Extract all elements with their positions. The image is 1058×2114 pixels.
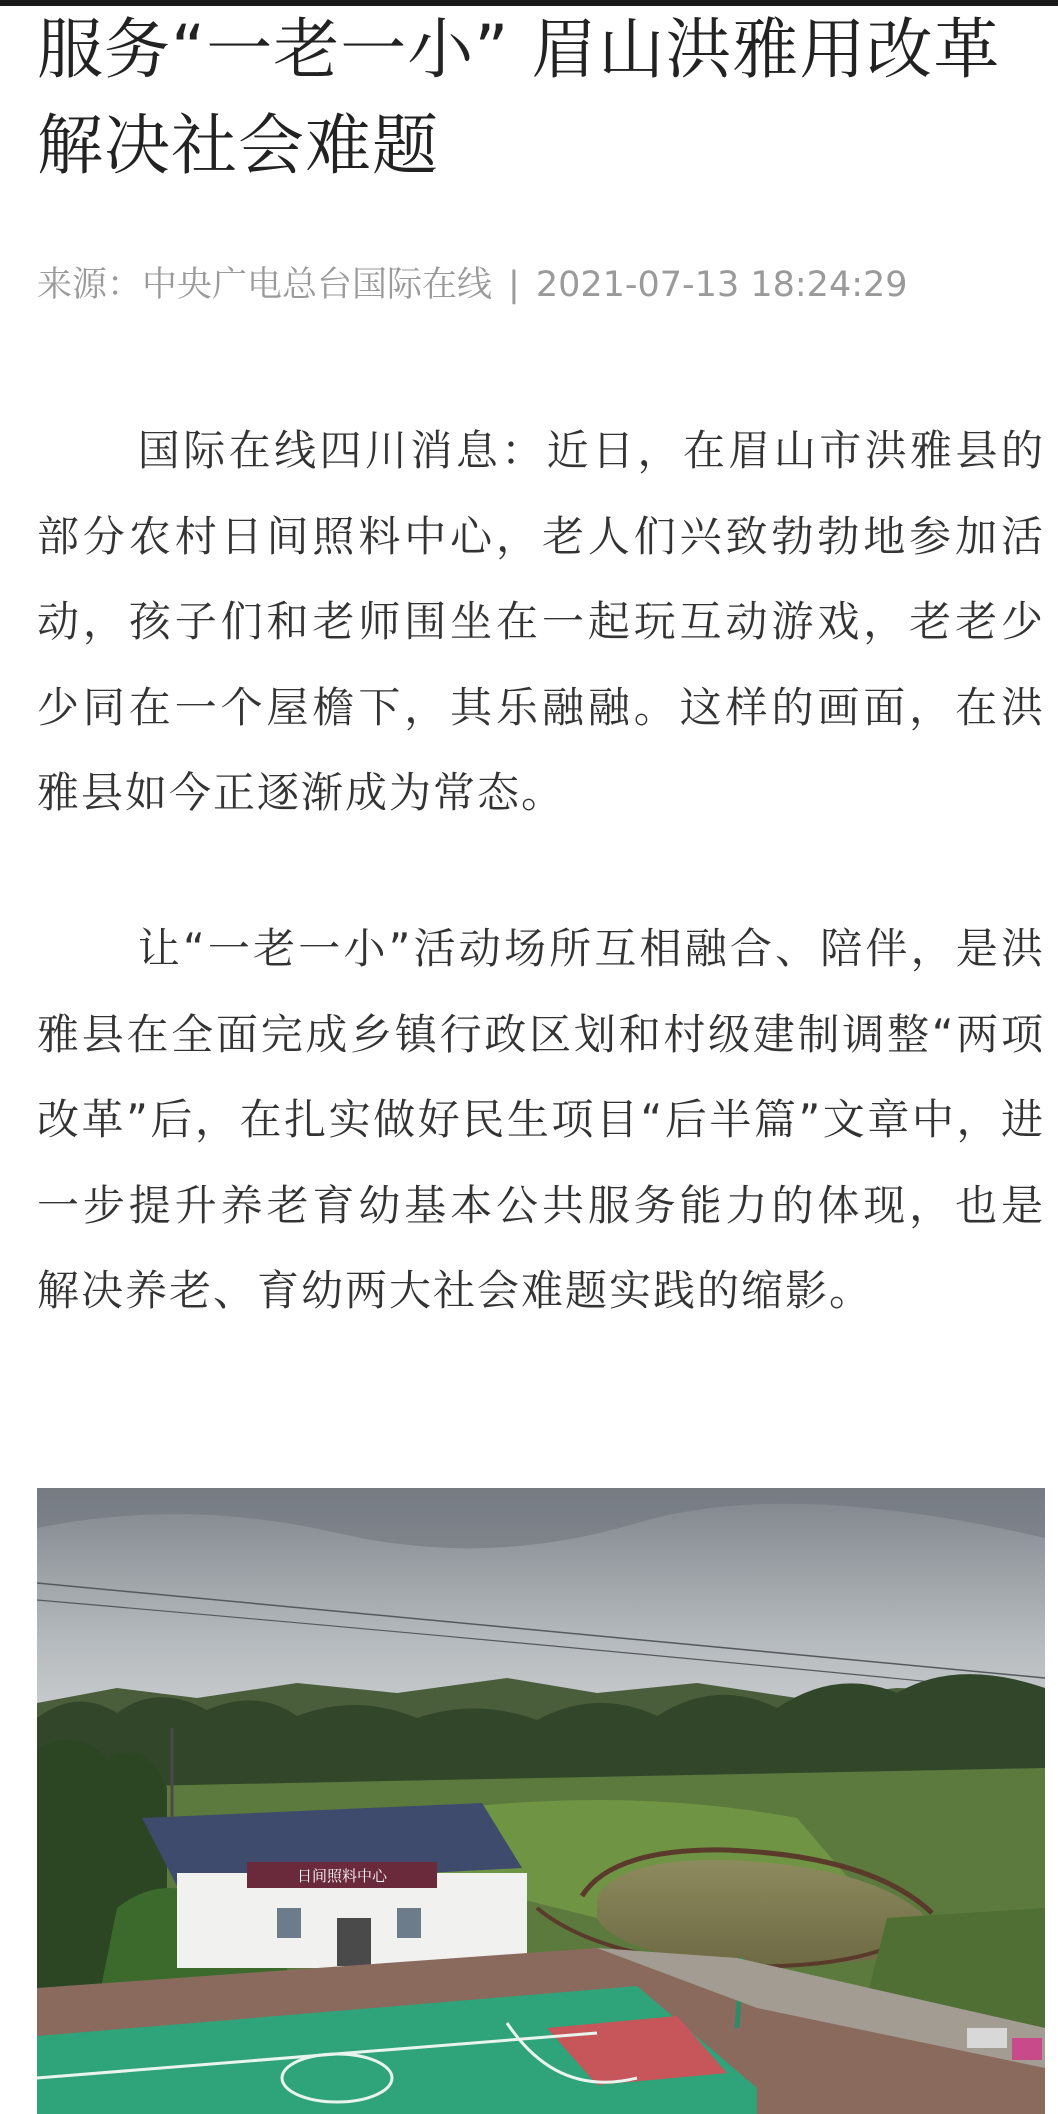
vehicle (967, 2028, 1007, 2048)
building-door (337, 1918, 371, 1966)
article-source: 来源：中央广电总台国际在线 (37, 265, 493, 305)
article-paragraph-1: 国际在线四川消息：近日，在眉山市洪雅县的部分农村日间照料中心，老人们兴致勃勃地参加活动，孩子们和老师围坐在一起玩互动游戏，老老少少同在一个屋檐下，其乐融融。这样的画面，在洪雅县如今正逐渐成为常态。 (37, 426, 1045, 817)
building-sign-text: 日间照料中心 (296, 1867, 388, 1885)
article-meta (37, 260, 908, 310)
building-window (397, 1908, 421, 1938)
building-window (277, 1908, 301, 1938)
article (37, 0, 1045, 1315)
article-datetime: 2021-07-13 18:24:29 (535, 265, 908, 305)
article-title: 服务“一老一小” 眉山洪雅用改革解决社会难题 (37, 11, 1001, 184)
article-photo[interactable] (37, 1488, 1045, 2114)
meta-separator: | (508, 265, 520, 305)
article-paragraph-2: 让“一老一小”活动场所互相融合、陪伴，是洪雅县在全面完成乡镇行政区划和村级建制调整“两项改革”后，在扎实做好民生项目“后半篇”文章中，进一步提升养老育幼基本公共服务能力的体现，也是解决养老、育幼两大社会难题实践的缩影。 (37, 924, 1045, 1315)
photo-scene (37, 1488, 1045, 2114)
vehicle (1012, 2038, 1042, 2060)
